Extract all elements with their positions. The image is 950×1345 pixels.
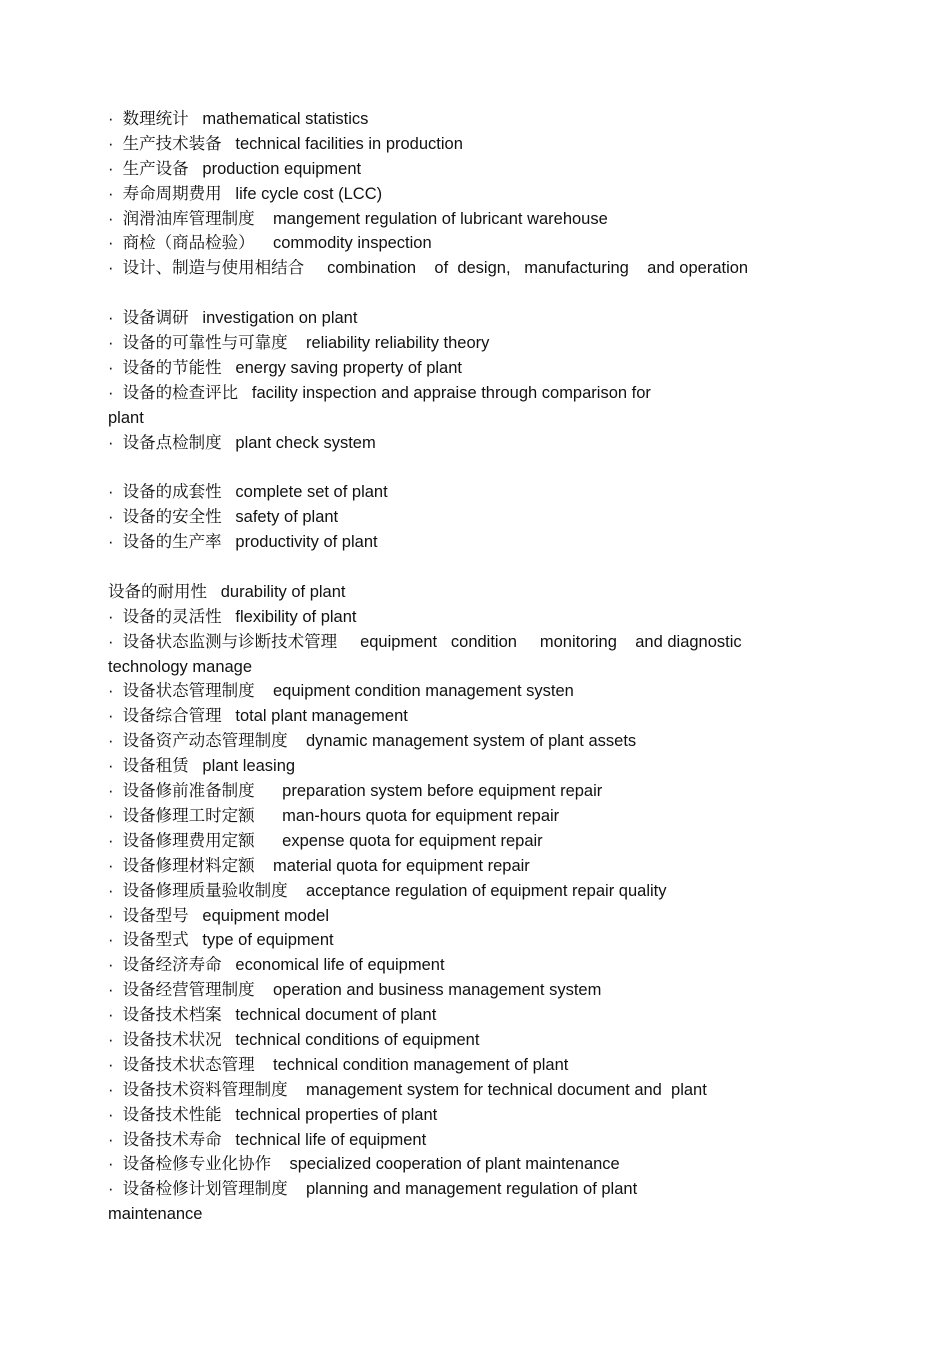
text-line: · 设备技术状况 technical conditions of equipment (108, 1030, 480, 1049)
text-line: · 设备租赁 plant leasing (108, 757, 296, 776)
text-line: · 数理统计 mathematical statistics (108, 110, 369, 128)
text-line: · 设备状态监测与诊断技术管理 equipment condition monitoring and diagnostic (108, 632, 742, 651)
text-line: · 生产设备 production equipment (108, 159, 362, 178)
text-line: · 设备的成套性 complete set of plant (108, 483, 388, 502)
text-line: · 设备的灵活性 flexibility of plant (108, 607, 357, 626)
blank-line (108, 281, 808, 306)
text-line: · 生产技术装备 technical facilities in production (108, 134, 463, 153)
text-line: · 设备的生产率 productivity of plant (108, 533, 378, 552)
text-line: · 设备点检制度 plant check system (108, 433, 376, 452)
text-line: · 设备修理工时定额 man-hours quota for equipment repair (108, 806, 560, 825)
text-line: · 润滑油库管理制度 mangement regulation of lubricant warehouse (108, 209, 608, 228)
text-line: · 设备技术状态管理 technical condition management of plant (108, 1055, 569, 1074)
text-line: · 寿命周期费用 life cycle cost (LCC) (108, 184, 383, 203)
text-line: · 设备经营管理制度 operation and business management system (108, 981, 602, 1000)
text-line: · 设备技术资料管理制度 management system for technical document and plant (108, 1080, 707, 1099)
text-line: maintenance (108, 1205, 203, 1224)
text-line: technology manage (108, 657, 253, 676)
text-line: · 设备检修专业化协作 specialized cooperation of plant maintenance (108, 1155, 620, 1174)
text-line: · 设备综合管理 total plant management (108, 707, 408, 726)
blank-line (108, 455, 808, 480)
text-line: · 商检（商品检验） commodity inspection (108, 234, 432, 253)
text-line: · 设备技术档案 technical document of plant (108, 1006, 437, 1025)
text-line: · 设备技术性能 technical properties of plant (108, 1105, 438, 1124)
text-line: · 设备技术寿命 technical life of equipment (108, 1130, 427, 1149)
text-line: · 设备修理费用定额 expense quota for equipment repair (108, 831, 543, 850)
text-line: · 设备的检查评比 facility inspection and appraise through comparison for (108, 383, 651, 402)
blank-line (108, 555, 808, 580)
text-line: · 设备检修计划管理制度 planning and management regulation of plant (108, 1180, 638, 1199)
text-line: · 设备型式 type of equipment (108, 931, 334, 950)
text-line: plant (108, 408, 144, 427)
text-line: · 设备型号 equipment model (108, 906, 329, 925)
text-line: · 设计、制造与使用相结合 combination of design, manufacturing and operation (108, 259, 749, 278)
text-line: · 设备的安全性 safety of plant (108, 508, 339, 527)
text-line: · 设备经济寿命 economical life of equipment (108, 956, 445, 975)
text-line: · 设备修理材料定额 material quota for equipment repair (108, 856, 530, 875)
glossary-text (108, 107, 808, 1227)
text-line: 设备的耐用性 durability of plant (108, 582, 346, 601)
text-line: · 设备的节能性 energy saving property of plant (108, 358, 462, 377)
text-line: · 设备修理质量验收制度 acceptance regulation of equipment repair quality (108, 881, 667, 900)
text-line: · 设备修前准备制度 preparation system before equipment repair (108, 782, 603, 801)
text-line: · 设备调研 investigation on plant (108, 309, 358, 328)
text-line: · 设备资产动态管理制度 dynamic management system of plant assets (108, 732, 637, 751)
text-line: · 设备状态管理制度 equipment condition management systen (108, 682, 574, 701)
text-line: · 设备的可靠性与可靠度 reliability reliability theory (108, 334, 490, 353)
